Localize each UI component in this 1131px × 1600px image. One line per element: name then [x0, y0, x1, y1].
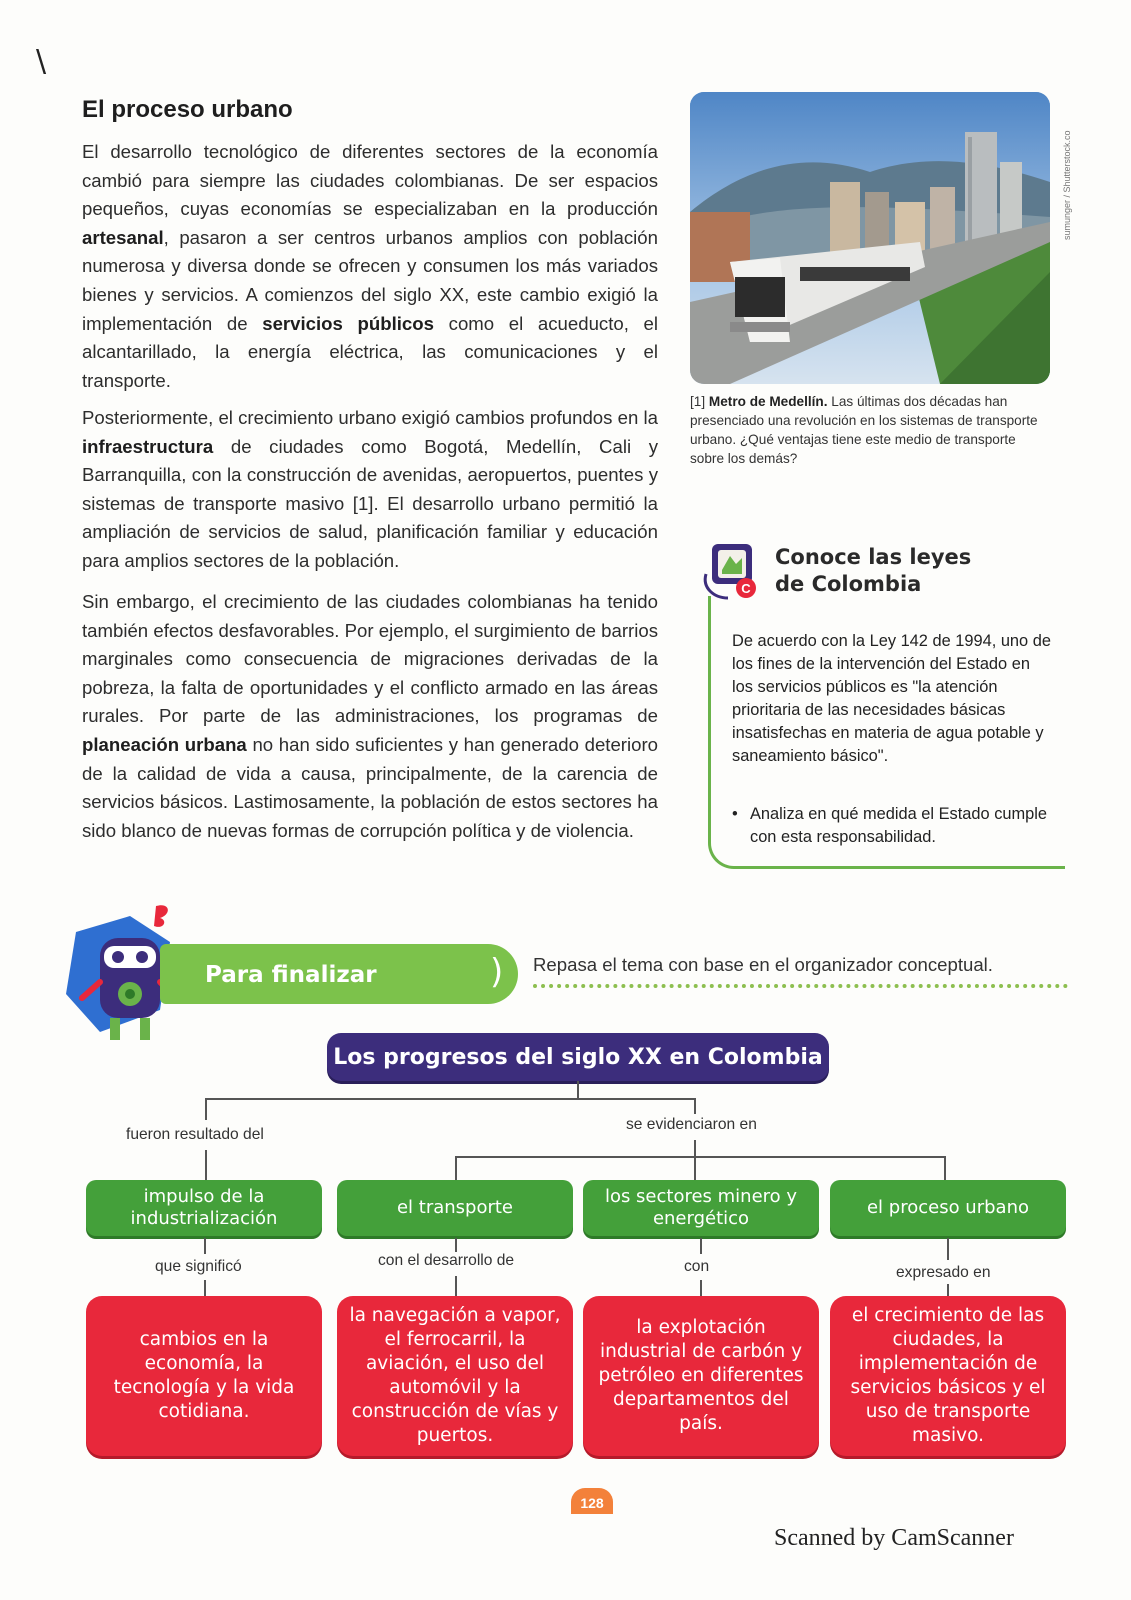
chevron-right-icon: ) — [490, 952, 504, 992]
metro-medellin-photo — [690, 92, 1050, 384]
connector-line — [205, 1150, 207, 1180]
link-label: expresado en — [896, 1264, 991, 1281]
paragraph-3 — [82, 588, 658, 845]
link-label: con el desarrollo de — [378, 1252, 515, 1269]
connector-line — [944, 1156, 946, 1180]
leyes-bullet: • Analiza en qué medida el Estado cumple con esta responsabilidad. — [732, 803, 1052, 849]
page-number: 128 — [571, 1488, 613, 1514]
concept-node: los sectores minero y energético — [583, 1180, 819, 1236]
connector-line — [205, 1098, 695, 1100]
text-run: , pasaron a ser centros urbanos amplios con población numerosa y diversa donde se ofrecen y consumen los más variados bienes y servicios. A comienzos del siglo XX, este cambio exigió la implementación de — [82, 226, 658, 334]
connector-line — [694, 1098, 696, 1114]
corner-mark: \ — [36, 44, 47, 79]
scanner-watermark: Scanned by CamScanner — [774, 1525, 1014, 1551]
connector-line — [694, 1140, 696, 1156]
connector-line — [455, 1156, 945, 1158]
text-run: Posteriormente, el crecimiento urbano exigió cambios profundos en la — [82, 407, 658, 428]
leyes-text: De acuerdo con la Ley 142 de 1994, uno de los fines de la intervención del Estado en los servicios públicos es "la atención prioritaria de las necesidades básicas insatisfechas en materia de agua potable y saneamiento básico". — [732, 632, 1051, 765]
connector-line — [947, 1284, 949, 1296]
connector-line — [947, 1238, 949, 1260]
finalizar-instruction: Repasa el tema con base en el organizador conceptual. — [533, 954, 993, 975]
text-run: como el acueducto, el alcantarillado, la energía eléctrica, las comunicaciones y el transporte. — [82, 312, 659, 391]
dotted-divider — [533, 984, 1068, 988]
connector-line — [700, 1280, 702, 1296]
leyes-title — [775, 544, 971, 598]
connector-line — [700, 1238, 702, 1254]
link-right: se evidenciaron en — [626, 1116, 757, 1133]
link-label: con — [684, 1258, 710, 1275]
train-photo-icon — [690, 92, 1050, 384]
connector-line — [204, 1238, 206, 1254]
caption-ref: [1] — [690, 394, 706, 409]
leyes-title-line1: Conoce las leyes — [775, 545, 972, 569]
section-title: El proceso urbano — [82, 96, 293, 123]
concept-node: impulso de la industrialización — [86, 1180, 322, 1236]
bold-term: artesanal — [82, 226, 164, 248]
connector-line — [204, 1280, 206, 1296]
concept-detail: la explotación industrial de carbón y petróleo en diferentes departamentos del país. — [583, 1296, 819, 1456]
connector-line — [694, 1156, 696, 1180]
paragraph-2 — [82, 404, 658, 576]
leyes-badge-icon — [700, 540, 756, 596]
concept-detail: la navegación a vapor, el ferrocarril, la aviación, el uso del automóvil y la construcción de vías y puertos. — [337, 1296, 573, 1456]
text-run: de ciudades como Bogotá, Medellín, Cali y Barranquilla, con la construcción de avenidas, aeropuertos, puentes y sistemas de transporte masivo [1]. El desarrollo urbano permitió la ampliación de servicios de salud, planificación familiar y educación para amplios sectores de la población. — [82, 435, 658, 571]
leyes-title-line2: de Colombia — [775, 572, 922, 596]
photo-credit: sumunger / Shutterstock.co — [1062, 130, 1072, 240]
caption-text: Las últimas dos décadas han presenciado una revolución en los sistemas de transporte urbano. ¿Qué ventajas tiene este medio de transporte sobre los demás? — [690, 394, 1038, 466]
text-run: Sin embargo, el crecimiento de las ciudades colombianas ha tenido también efectos desfavorables. Por ejemplo, el surgimiento de barrios marginales como consecuencia de migraciones derivadas de la pobreza, la falta de oportunidades y el conflicto armado en las áreas rurales. Por parte de las administraciones, los programas de — [82, 591, 658, 727]
connector-line — [455, 1276, 457, 1296]
connector-line — [205, 1098, 207, 1120]
bold-term: servicios públicos — [262, 312, 434, 334]
text-run: no han sido suficientes y han generado deterioro de la calidad de vida a causa, principalmente, de la carencia de servicios básicos. Lastimosamente, la población de estos sectores ha sido blanco de nuevas formas de corrupción política y de violencia. — [82, 733, 658, 841]
connector-line — [455, 1238, 457, 1252]
concept-node: el proceso urbano — [830, 1180, 1066, 1236]
concept-root: Los progresos del siglo XX en Colombia — [327, 1033, 829, 1081]
link-label: que significó — [155, 1258, 242, 1275]
leyes-badge-letter: C — [741, 581, 751, 596]
connector-line — [455, 1156, 457, 1180]
photo-caption — [690, 392, 1052, 468]
bold-term: planeación urbana — [82, 733, 247, 755]
concept-detail: el crecimiento de las ciudades, la implementación de servicios básicos y el uso de transporte masivo. — [830, 1296, 1066, 1456]
para-finalizar-label: Para finalizar — [205, 962, 377, 988]
bold-term: infraestructura — [82, 435, 214, 457]
concept-node: el transporte — [337, 1180, 573, 1236]
paragraph-1 — [82, 138, 658, 395]
text-run: El desarrollo tecnológico de diferentes sectores de la economía cambió para siempre las ciudades colombianas. De ser espacios pequeños, cuyas economías se especializaban en la producción — [82, 141, 658, 220]
link-left: fueron resultado del — [126, 1126, 264, 1143]
caption-bold: Metro de Medellín. — [708, 394, 828, 409]
concept-detail: cambios en la economía, la tecnología y la vida cotidiana. — [86, 1296, 322, 1456]
connector-line — [577, 1081, 579, 1099]
